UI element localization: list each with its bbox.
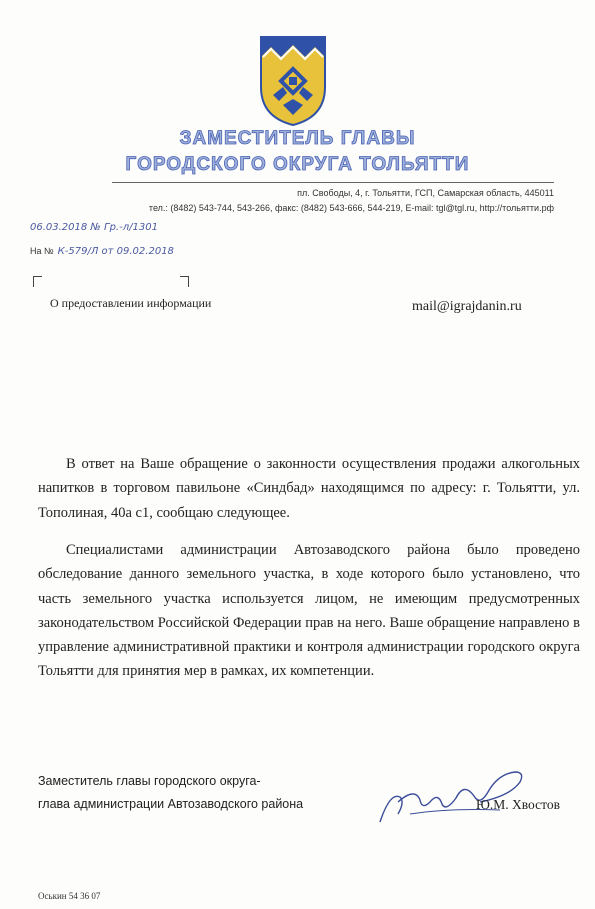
incoming-reference-number: К-579/Л от 09.02.2018 <box>57 246 174 257</box>
handwritten-signature <box>370 752 530 832</box>
incoming-reference <box>30 241 174 259</box>
header-title-line2: ГОРОДСКОГО ОКРУГА ТОЛЬЯТТИ <box>125 154 470 175</box>
body-paragraph-2: Специалистами администрации Автозаводского района было проведено обследование данного земельного участка, в ходе которого было установлено, что часть земельного участка используется лицом, не имеющим предусмотренных законодательством Российской Федерации прав на него. Ваше обращение направлено в управление административной практики и контроля администрации городского округа Тольятти для принятия мер в рамках, их компетенции. <box>38 542 580 680</box>
city-coat-of-arms-logo <box>259 35 327 127</box>
header-divider <box>112 182 554 183</box>
signatory-title-line1: Заместитель главы городского округа- <box>38 774 261 788</box>
incoming-reference-prefix: На № <box>30 246 54 256</box>
header-contacts: тел.: (8482) 543-744, 543-266, факс: (8482) 543-666, 544-219, E-mail: tgl@tgl.ru, http://тольятти.рф <box>148 203 554 213</box>
address-block-corner-left <box>33 276 42 287</box>
recipient-email: mail@igrajdanin.ru <box>412 299 522 314</box>
outgoing-registration-number: 06.03.2018 № Гр.-л/1301 <box>30 222 158 233</box>
header-address: пл. Свободы, 4, г. Тольятти, ГСП, Самарская область, 445011 <box>297 188 554 198</box>
body-paragraph-1: В ответ на Ваше обращение о законности осуществления продажи алкогольных напитков в торговом павильоне «Синдбад» находящимся по адресу: г. Тольятти, ул. Тополиная, 40а с1, сообщаю следующее. <box>38 456 580 521</box>
executor-info: Оськин 54 36 07 <box>38 891 101 901</box>
signatory-name: Ю.М. Хвостов <box>476 797 560 812</box>
signatory-title-line2: глава администрации Автозаводского района <box>38 797 304 811</box>
header-title-line1: ЗАМЕСТИТЕЛЬ ГЛАВЫ <box>179 128 416 149</box>
address-block-corner-right <box>180 276 189 287</box>
letter-subject: О предоставлении информации <box>50 296 212 310</box>
